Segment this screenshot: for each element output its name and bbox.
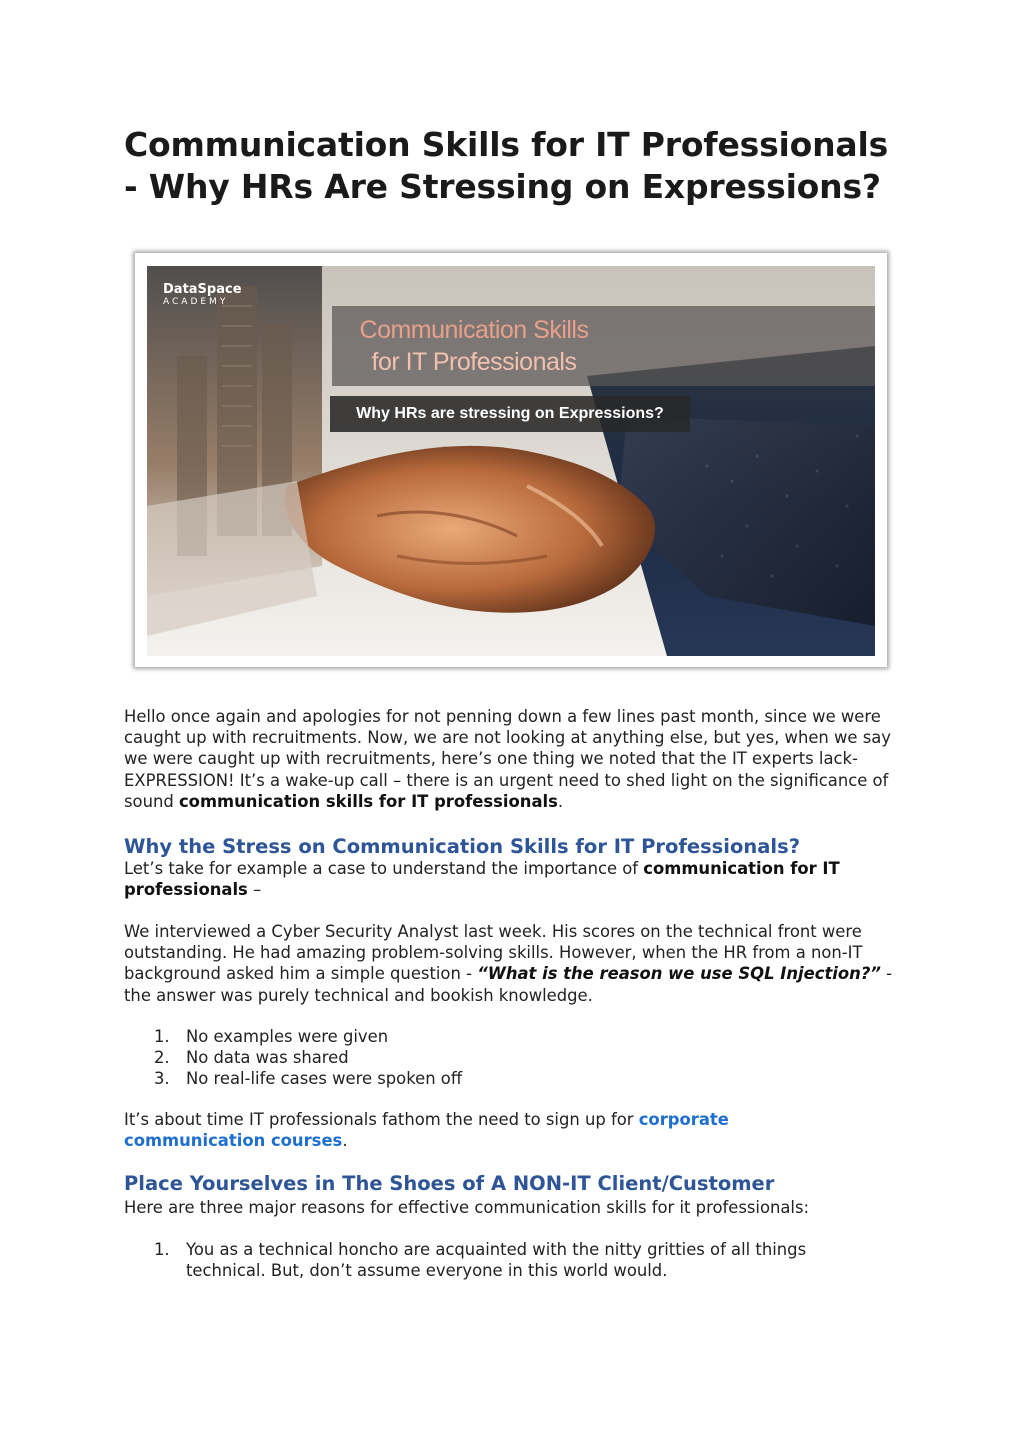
banner-subtitle: Why HRs are stressing on Expressions?	[330, 396, 690, 432]
section1-question: “What is the reason we use SQL Injection?”	[477, 964, 881, 984]
list-item-text: You as a technical honcho are acquainted with the nitty gritties of all things technical. But, don’t assume everyone in this world would.	[186, 1240, 807, 1281]
document-page	[124, 124, 899, 1281]
document-title-line2: - Why HRs Are Stressing on Expressions?	[124, 167, 881, 206]
banner-image	[147, 266, 875, 656]
section1-para-part1: We interviewed a Cyber Security Analyst last week. His scores on the technical front were outstanding. He had amazing problem-solving skills. However, when the HR from a non-IT background asked him a simple question -	[124, 922, 863, 984]
list-item-number: 1.	[154, 1027, 170, 1046]
intro-text-part2: .	[557, 791, 564, 811]
list-item-number: 3.	[154, 1069, 170, 1089]
intro-paragraph	[124, 706, 899, 812]
intro-bold: communication skills for IT professionals	[178, 791, 558, 811]
dataspace-academy-logo	[163, 282, 242, 308]
section2-list	[124, 1239, 899, 1281]
list-item-text: No data was shared	[186, 1048, 349, 1068]
banner-title-line1: Communication Skills	[359, 316, 589, 344]
section1-lead-part1: Let’s take for example a case to understand the importance of	[124, 859, 644, 878]
section1-heading: Why the Stress on Communication Skills for IT Professionals?	[124, 835, 801, 858]
section1-closing-part2: .	[342, 1131, 348, 1151]
section1-paragraph	[124, 921, 899, 1006]
list-item	[124, 1068, 899, 1089]
section2-heading: Place Yourselves in The Shoes of A NON-IT Client/Customer	[124, 1172, 775, 1195]
list-item	[124, 1239, 899, 1281]
banner-image-frame	[135, 253, 887, 667]
corporate-communication-courses-link[interactable]: corporate communication courses	[124, 1110, 729, 1151]
banner-title-line2: for IT Professionals	[371, 348, 577, 376]
section1-lead	[124, 858, 899, 900]
logo-line2: ACADEMY	[163, 297, 229, 307]
section1-lead-part2: –	[247, 880, 262, 900]
section1-lead-bold: communication for IT professionals	[124, 859, 840, 900]
list-item-number: 1.	[154, 1240, 170, 1259]
list-item-number: 2.	[154, 1048, 170, 1068]
intro-text-part1: Hello once again and apologies for not penning down a few lines past month, since we were caught up with recruitments. Now, we are not looking at anything else, but yes, when we say we were caught up with recruitments, here’s one thing we noted that the IT experts lack- EXPRESSION! It’s a wake-up call – there is an urgent need to shed light on the significance of sound	[124, 707, 892, 811]
list-item-text: No examples were given	[186, 1027, 389, 1046]
section1-para-part2: - the answer was purely technical and bookish knowledge.	[124, 964, 893, 1005]
section2-lead: Here are three major reasons for effective communication skills for it professionals:	[124, 1198, 810, 1217]
section1-closing-part1: It’s about time IT professionals fathom the need to sign up for	[124, 1110, 639, 1129]
banner-title	[354, 314, 594, 378]
document-title	[124, 124, 899, 208]
list-item	[124, 1047, 899, 1068]
list-item	[124, 1026, 899, 1047]
list-item-text: No real-life cases were spoken off	[186, 1069, 463, 1089]
section1-list	[124, 1026, 899, 1090]
logo-line1: DataSpace	[163, 282, 242, 297]
section1-closing	[124, 1109, 784, 1151]
document-title-line1: Communication Skills for IT Professionals	[124, 125, 889, 164]
